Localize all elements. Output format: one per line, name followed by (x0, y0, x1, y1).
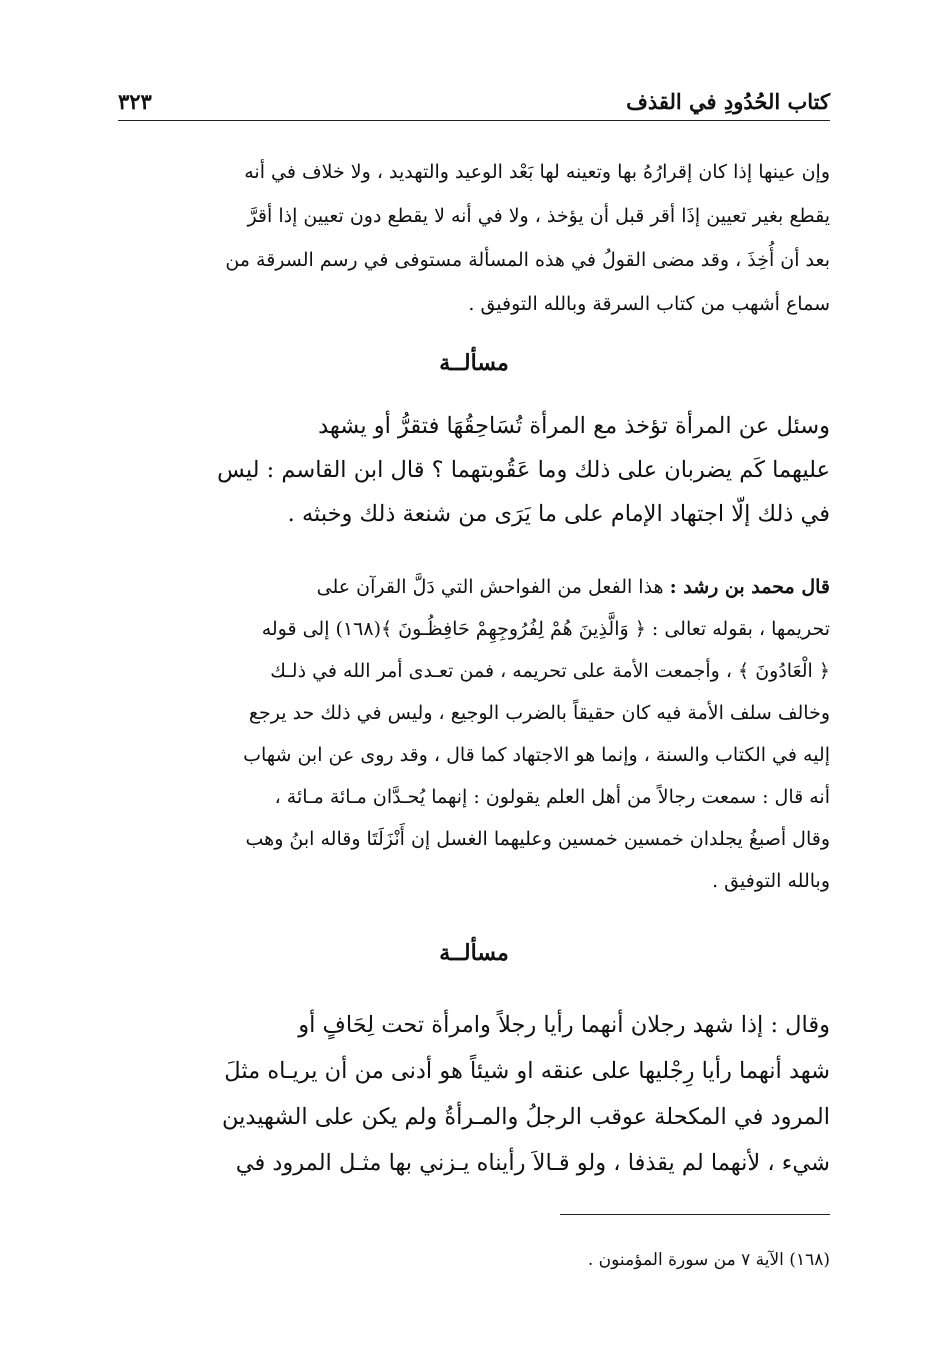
text-line: وقال : إذا شهد رجلان أنهما رأيا رجلاً وامرأة تحت لِحَافٍ أو (298, 1012, 830, 1038)
text-segment: هذا الفعل من الفواحش التي دَلَّ القرآن على (316, 576, 664, 598)
paragraph-2 (118, 404, 830, 536)
footnote-divider (560, 1214, 830, 1215)
text-line: وبالله التوفيق . (712, 870, 830, 892)
text-line: وقال أصبغُ يجلدان خمسين خمسين وعليهما الغسل إن أَنْزَلَتَا وقاله ابنُ وهب (245, 828, 830, 850)
text-line: ﴿ الْعَادُونَ ﴾ ، وأجمعت الأمة على تحريمه ، فمن تعـدى أمر الله في ذلـك (270, 660, 830, 682)
text-line: سماع أشهب من كتاب السرقة وبالله التوفيق . (468, 293, 830, 315)
footnote: (١٦٨) الآية ٧ من سورة المؤمنون . (587, 1250, 830, 1270)
section-heading-2: مسألــة (439, 940, 509, 966)
text-line-first (118, 566, 830, 608)
text-line: وإن عينها إذا كان إقرارُهُ بها وتعينه لها بَعْد الوعيد والتهديد ، ولا خلاف في أنه (244, 161, 830, 183)
text-line: في ذلك إلّا اجتهاد الإمام على ما يَرَى من شنعة ذلك وخبثه . (287, 501, 830, 527)
speaker-name: قال محمد بن رشد : (669, 576, 830, 598)
running-title: كتاب الحُدُودِ في القذف (626, 89, 830, 114)
text-line: يقطع بغير تعيين إذَا أقر قبل أن يؤخذ ، ولا في أنه لا يقطع دون تعيين إذا أقرَّ (247, 205, 830, 227)
text-line: بعد أن أُخِذَ ، وقد مضى القولُ في هذه المسألة مستوفى في رسم السرقة من (225, 249, 830, 271)
paragraph-3 (118, 566, 830, 902)
text-line: شهد أنهما رأيا رِجْليها على عنقه او شيئاً هو أدنى من أن يريـاه مثلَ (224, 1058, 830, 1084)
paragraph-1 (118, 150, 830, 326)
text-line: وسئل عن المرأة تؤخذ مع المرأة تُسَاحِقُهَا فتقرُّ أو يشهد (318, 413, 830, 439)
page-header (118, 76, 830, 121)
paragraph-4 (118, 1002, 830, 1186)
text-line: وخالف سلف الأمة فيه كان حقيقاً بالضرب الوجيع ، وليس في ذلك حد يرجع (248, 702, 830, 724)
text-line: شيء ، لأنهما لم يقذفا ، ولو قـالاَ رأيناه يـزني بها مثـل المرود في (235, 1150, 830, 1176)
text-line: إليه في الكتاب والسنة ، وإنما هو الاجتهاد كما قال ، وقد روى عن ابن شهاب (243, 744, 830, 766)
section-heading-1: مسألــة (439, 350, 509, 376)
page-number: ٣٢٣ (118, 89, 152, 114)
text-line: أنه قال : سمعت رجالاً من أهل العلم يقولون : إنهما يُحـدَّان مـائة مـائة ، (274, 786, 830, 808)
text-line: تحريمها ، بقوله تعالى : ﴿ وَالَّذِينَ هُمْ لِفُرُوجِهِمْ حَافِظُـونَ ﴾(١٦٨) إلى قوله (261, 618, 830, 640)
text-line: المرود في المكحلة عوقب الرجلُ والمـرأةُ ولم يكن على الشهيدين (222, 1104, 830, 1130)
text-line: عليهما كَم يضربان على ذلك وما عَقُوبتهما ؟ قال ابن القاسم : ليس (217, 457, 830, 483)
